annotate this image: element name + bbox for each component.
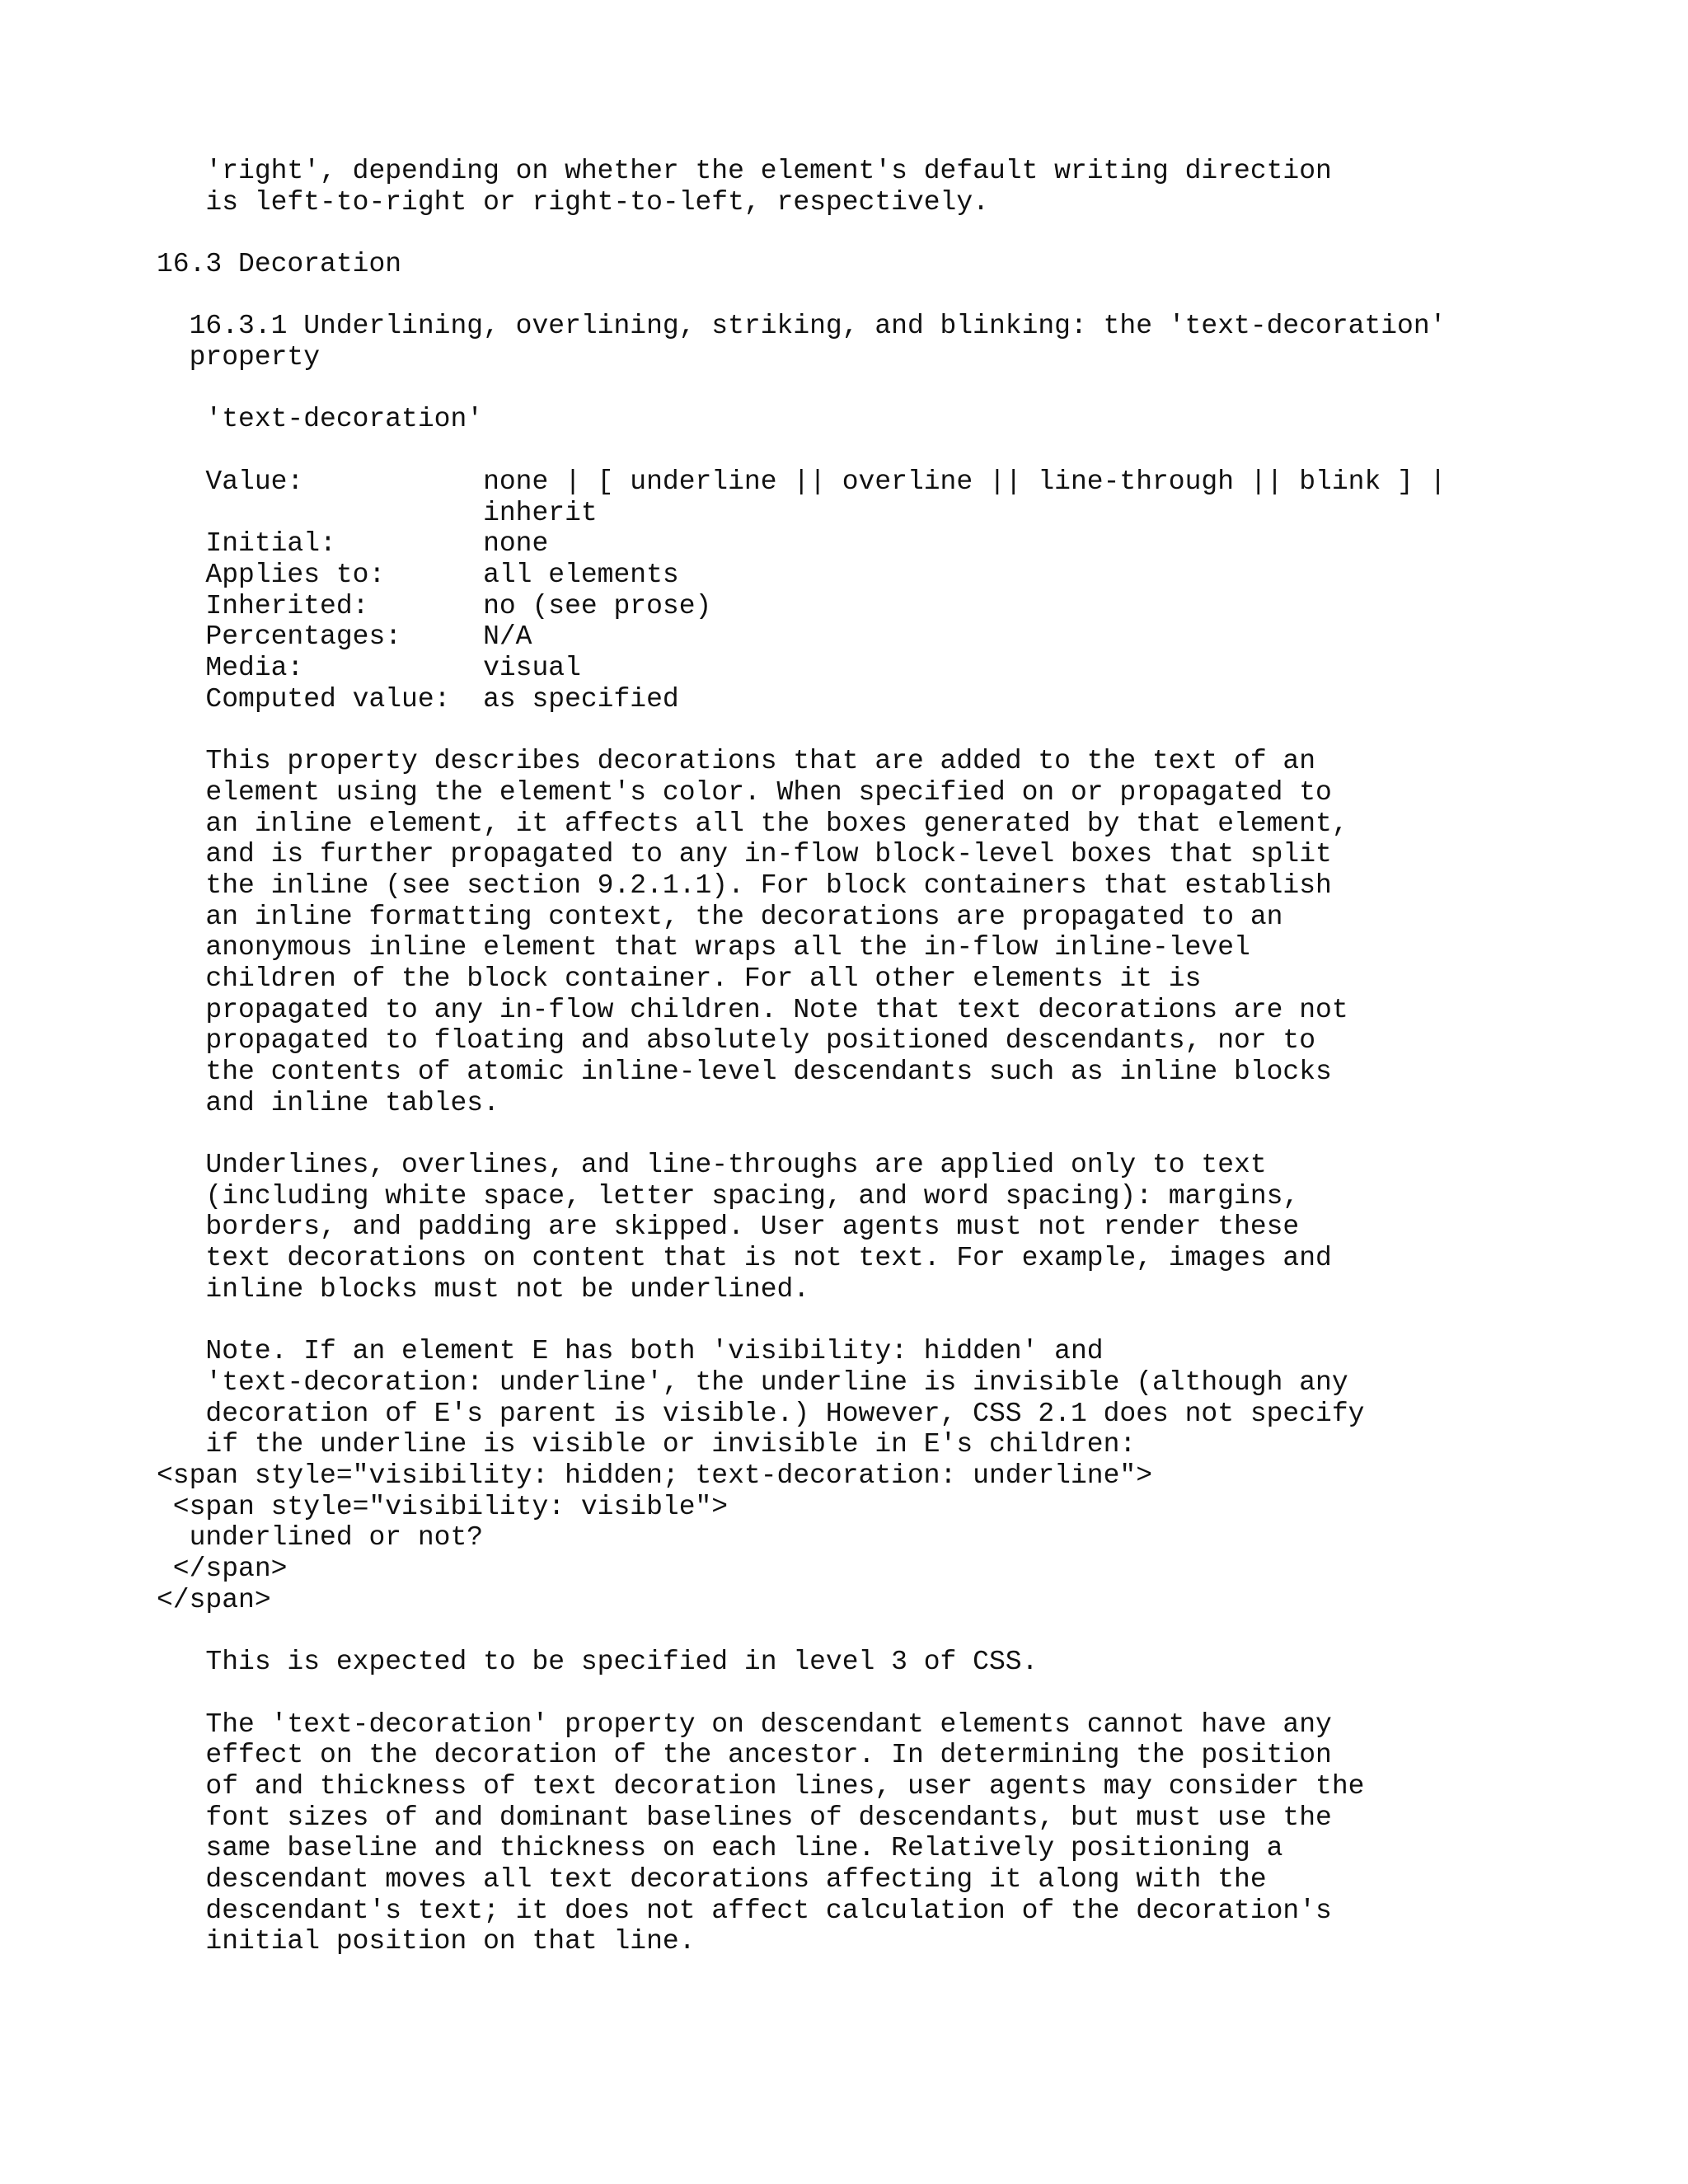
property-table-row: Computed value: as specified <box>157 684 679 715</box>
paragraph-line: initial position on that line. <box>157 1926 696 1957</box>
paragraph-line: the contents of atomic inline-level descendants such as inline blocks <box>157 1057 1332 1087</box>
subsection-heading-line: 16.3.1 Underlining, overlining, striking, and blinking: the 'text-decoration' <box>157 311 1447 341</box>
property-table-row: Value: none | [ underline || overline || line-through || blink ] | <box>157 466 1447 497</box>
paragraph-line: the inline (see section 9.2.1.1). For block containers that establish <box>157 870 1332 901</box>
property-table-row: Media: visual <box>157 653 581 683</box>
paragraph-line: This property describes decorations that are added to the text of an <box>157 746 1316 776</box>
paragraph-line: effect on the decoration of the ancestor. In determining the position <box>157 1740 1332 1770</box>
paragraph-line: children of the block container. For all other elements it is <box>157 963 1202 994</box>
property-name: 'text-decoration' <box>157 404 484 434</box>
paragraph-line: borders, and padding are skipped. User agents must not render these <box>157 1212 1300 1242</box>
paragraph-line: element using the element's color. When specified on or propagated to <box>157 777 1332 808</box>
property-table-row: Initial: none <box>157 528 549 559</box>
code-line: </span> <box>157 1585 271 1615</box>
note-line: if the underline is visible or invisible in E's children: <box>157 1429 1137 1460</box>
paragraph-line: The 'text-decoration' property on descendant elements cannot have any <box>157 1709 1332 1740</box>
property-table-row: inherit <box>157 498 598 528</box>
intro-line: 'right', depending on whether the element's default writing direction <box>157 156 1332 186</box>
property-table-row: Percentages: N/A <box>157 621 532 652</box>
paragraph-line: of and thickness of text decoration lines, user agents may consider the <box>157 1771 1365 1802</box>
section-heading: 16.3 Decoration <box>157 249 402 279</box>
property-table-row: Applies to: all elements <box>157 560 679 590</box>
paragraph-line: inline blocks must not be underlined. <box>157 1274 810 1305</box>
code-line: <span style="visibility: hidden; text-decoration: underline"> <box>157 1460 1152 1491</box>
property-table-row: Inherited: no (see prose) <box>157 591 712 621</box>
note-line: decoration of E's parent is visible.) However, CSS 2.1 does not specify <box>157 1399 1365 1429</box>
paragraph-line: propagated to any in-flow children. Note that text decorations are not <box>157 995 1348 1025</box>
paragraph-line: font sizes of and dominant baselines of descendants, but must use the <box>157 1802 1332 1833</box>
paragraph-line: Underlines, overlines, and line-throughs are applied only to text <box>157 1150 1267 1180</box>
note-line: Note. If an element E has both 'visibility: hidden' and <box>157 1336 1104 1366</box>
paragraph-line: an inline formatting context, the decorations are propagated to an <box>157 902 1283 932</box>
paragraph-line: an inline element, it affects all the boxes generated by that element, <box>157 808 1348 839</box>
paragraph-line: propagated to floating and absolutely positioned descendants, nor to <box>157 1025 1316 1056</box>
paragraph-line: and is further propagated to any in-flow block-level boxes that split <box>157 839 1332 869</box>
paragraph-line: This is expected to be specified in level 3 of CSS. <box>157 1647 1039 1677</box>
paragraph-line: and inline tables. <box>157 1088 499 1118</box>
paragraph-line: text decorations on content that is not text. For example, images and <box>157 1243 1332 1273</box>
paragraph-line: (including white space, letter spacing, and word spacing): margins, <box>157 1181 1300 1212</box>
paragraph-line: descendant's text; it does not affect calculation of the decoration's <box>157 1896 1332 1926</box>
intro-line: is left-to-right or right-to-left, respectively. <box>157 187 989 218</box>
code-line: </span> <box>157 1554 288 1584</box>
paragraph-line: anonymous inline element that wraps all the in-flow inline-level <box>157 932 1250 963</box>
paragraph-line: descendant moves all text decorations affecting it along with the <box>157 1864 1267 1895</box>
code-line: <span style="visibility: visible"> <box>157 1492 729 1522</box>
subsection-heading-line: property <box>157 342 321 373</box>
note-line: 'text-decoration: underline', the underline is invisible (although any <box>157 1367 1348 1398</box>
code-line: underlined or not? <box>157 1522 484 1553</box>
paragraph-line: same baseline and thickness on each line. Relatively positioning a <box>157 1833 1283 1863</box>
